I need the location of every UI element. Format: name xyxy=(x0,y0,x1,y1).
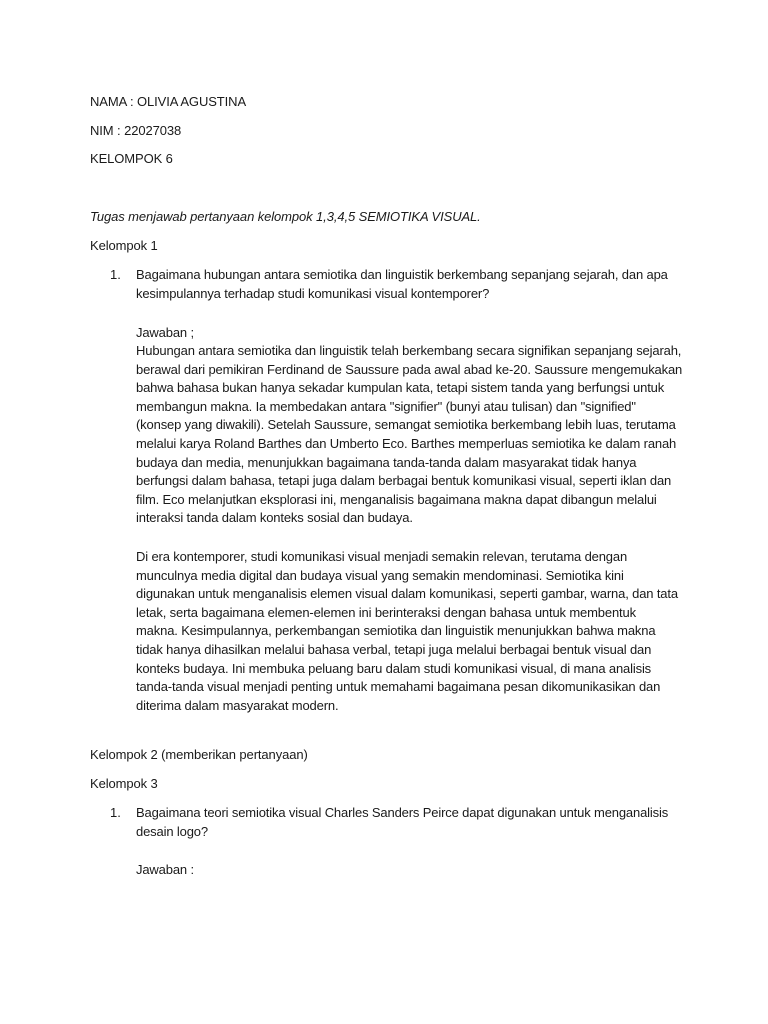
question-line: desain logo? xyxy=(136,823,208,839)
group3-question xyxy=(136,804,684,841)
group1-answer-paragraph-1 xyxy=(136,342,684,528)
paragraph-line: Di era kontemporer, studi komunikasi visual menjadi semakin relevan, terutama dengan xyxy=(136,549,628,564)
group1-question-number: 1. xyxy=(110,267,121,282)
question-line: kesimpulannya terhadap studi komunikasi visual kontemporer? xyxy=(136,285,490,301)
paragraph-line: (konsep yang diwakili). Setelah Saussure, semangat semiotika berkembang lebih luas, terutama xyxy=(136,417,676,433)
group1-answer-paragraph-2 xyxy=(136,548,684,715)
answer-label: Jawaban ; xyxy=(136,325,194,340)
paragraph-line: letak, serta bagaimana elemen-elemen ini berinteraksi dengan bahasa untuk membentuk xyxy=(136,604,636,620)
group1-heading: Kelompok 1 xyxy=(90,238,158,253)
group1-question xyxy=(136,266,684,303)
paragraph-line: diterima dalam masyarakat modern. xyxy=(136,697,339,713)
paragraph-line: berfungsi dalam bahasa, tetapi juga dalam berbagai bentuk komunikasi visual, seperti iklan dan xyxy=(136,473,672,489)
paragraph-line: konteks budaya. Ini membuka peluang baru dalam studi komunikasi visual, di mana analisis xyxy=(136,660,652,676)
question-line: Bagaimana teori semiotika visual Charles Sanders Peirce dapat digunakan untuk menganalisis xyxy=(136,805,669,820)
paragraph-line: film. Eco melanjutkan eksplorasi ini, menganalisis bagaimana makna dapat dibangun melalui xyxy=(136,491,657,507)
student-name: NAMA : OLIVIA AGUSTINA xyxy=(90,94,247,109)
group2-heading: Kelompok 2 (memberikan pertanyaan) xyxy=(90,747,308,762)
student-group: KELOMPOK 6 xyxy=(90,151,173,166)
paragraph-line: Hubungan antara semiotika dan linguistik telah berkembang secara signifikan sepanjang sejarah, xyxy=(136,343,682,358)
paragraph-line: tanda-tanda visual menjadi penting untuk memahami bagaimana pesan dikomunikasikan dan xyxy=(136,679,661,695)
student-nim: NIM : 22027038 xyxy=(90,123,182,138)
task-title: Tugas menjawab pertanyaan kelompok 1,3,4,5 SEMIOTIKA VISUAL. xyxy=(90,209,481,224)
group3-answer-label xyxy=(136,861,684,880)
paragraph-line: digunakan untuk menganalisis elemen visual dalam komunikasi, seperti gambar, warna, dan tata xyxy=(136,586,678,602)
paragraph-line: bahwa bahasa bukan hanya sekadar kumpulan kata, tetapi sistem tanda yang berfungsi untuk xyxy=(136,380,665,396)
paragraph-line: membangun makna. Ia membedakan antara "signifier" (bunyi atau tulisan) dan "signified" xyxy=(136,398,636,414)
group1-answer-label xyxy=(136,324,684,343)
paragraph-line: munculnya media digital dan budaya visual yang semakin mendominasi. Semiotika kini xyxy=(136,567,624,583)
group3-question-number: 1. xyxy=(110,805,121,820)
paragraph-line: interaksi tanda dalam konteks sosial dan budaya. xyxy=(136,510,413,526)
paragraph-line: budaya dan media, menunjukkan bagaimana tanda-tanda dalam masyarakat tidak hanya xyxy=(136,454,637,470)
paragraph-line: berawal dari pemikiran Ferdinand de Saussure pada awal abad ke-20. Saussure mengemukakan xyxy=(136,361,683,377)
question-line: Bagaimana hubungan antara semiotika dan linguistik berkembang sepanjang sejarah, dan apa xyxy=(136,267,668,282)
paragraph-line: tidak hanya dihasilkan melalui bahasa verbal, tetapi juga melalui berbagai bentuk visual dan xyxy=(136,641,652,657)
group3-heading: Kelompok 3 xyxy=(90,776,158,791)
answer-label: Jawaban : xyxy=(136,862,194,877)
paragraph-line: melalui karya Roland Barthes dan Umberto Eco. Barthes memperluas semiotika ke dalam ranah xyxy=(136,435,677,451)
paragraph-line: makna. Kesimpulannya, perkembangan semiotika dan linguistik menunjukkan bahwa makna xyxy=(136,623,656,639)
